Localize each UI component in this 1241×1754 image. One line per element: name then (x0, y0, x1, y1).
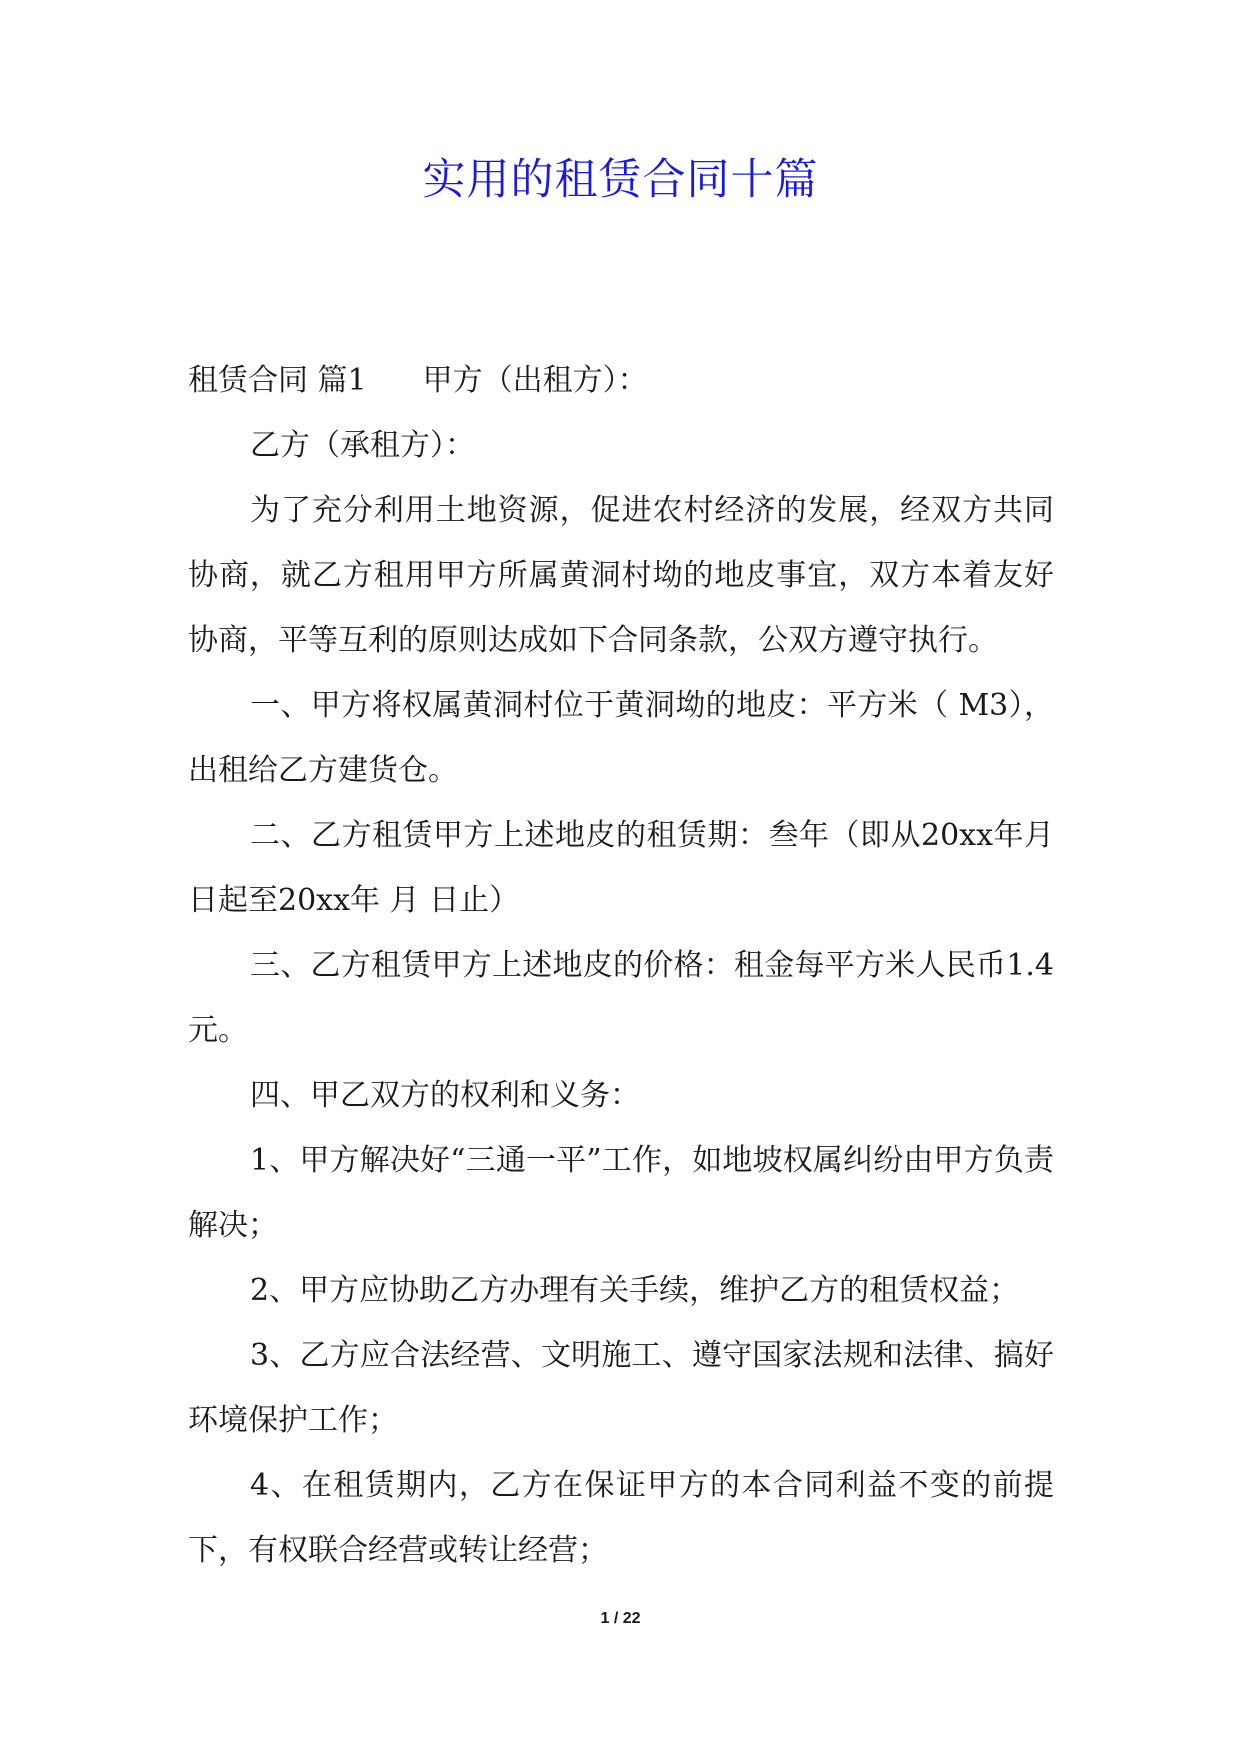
party-a-label: 甲方（出租方）： (422, 363, 648, 398)
paragraph: 一、甲方将权属黄洞村位于黄洞坳的地皮：平方米（ M3），出租给乙方建货仓。 (188, 688, 1054, 788)
section-heading: 租赁合同 篇1 (188, 363, 367, 398)
paragraph: 二、乙方租赁甲方上述地皮的租赁期：叁年（即从20xx年月日起至20xx年 月 日止） (188, 818, 1054, 918)
document-title: 实用的租赁合同十篇 (422, 155, 819, 205)
first-line (188, 348, 1054, 413)
document-body (188, 348, 1054, 1583)
paragraph: 1、甲方解决好“三通一平”工作，如地坡权属纠纷由甲方负责解决； (188, 1143, 1054, 1243)
paragraph: 三、乙方租赁甲方上述地皮的价格：租金每平方米人民币1.4元。 (188, 948, 1054, 1048)
page-number: 1 / 22 (600, 1610, 641, 1627)
paragraph: 4、在租赁期内，乙方在保证甲方的本合同利益不变的前提下，有权联合经营或转让经营； (188, 1468, 1054, 1568)
paragraph: 为了充分利用土地资源，促进农村经济的发展，经双方共同协商，就乙方租用甲方所属黄洞村坳的地皮事宜，双方本着友好协商，平等互利的原则达成如下合同条款，公双方遵守执行。 (188, 493, 1054, 658)
paragraph: 3、乙方应合法经营、文明施工、遵守国家法规和法律、搞好环境保护工作； (188, 1338, 1054, 1438)
paragraph: 四、甲乙双方的权利和义务： (250, 1078, 640, 1113)
paragraph: 乙方（承租方）： (250, 428, 475, 463)
paragraph: 2、甲方应协助乙方办理有关手续，维护乙方的租赁权益； (250, 1273, 1020, 1308)
